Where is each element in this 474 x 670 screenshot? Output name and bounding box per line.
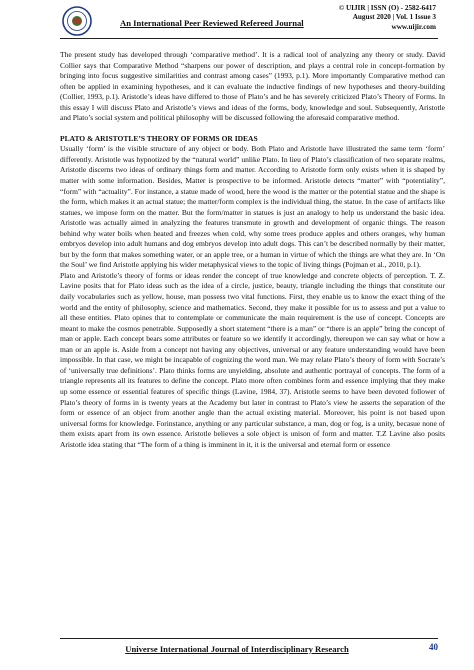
section-heading: PLATO & ARISTOTLE’S THEORY OF FORMS OR IDEAS bbox=[60, 133, 258, 143]
footer-divider bbox=[60, 638, 438, 639]
header-divider bbox=[60, 38, 438, 39]
paragraph-intro: The present study has developed through ‘comparative method’. It is a radical tool of analyzing any theory or study. David Collier says that Comparative Method “sharpens our power of description, and plays a central role in concept-formation by bringing into focus suggestive similarities and contrast among cases” (1993, p.1). More importantly Comparative method can often be applied in examining hypotheses, and it can evaluate the inductive findings of new hypotheses and theory-building (Collier, 1993, p.1). Aristotle’s ideas have differed to those of Plato’s and he has severely criticized Plato’s Theory of Forms. In this essay I will discuss Plato and Aristotle’s views and ideas of the forms, body, knowledge and soul. Subsequently, Aristotle and Plato’s social system and political philosophy will be discussed following the aforesaid comparative method. bbox=[60, 50, 445, 123]
date-volume-line: August 2020 | Vol. 1 Issue 3 bbox=[352, 13, 436, 22]
paragraph-forms: Usually ‘form’ is the visible structure of any object or body. Both Plato and Aristotle have illustrated the same term ‘form’ differently. Aristotle was hypnotized by the “natural world” unlike Plato. In lieu of Plato’s classification of two separate realms, Aristotle discerns two ideas of ordinary things form and matter. According to Aristotle form only exists when it is shaped by matter with some information. Besides, Matter is prospective to be informed. Aristotle detects “matter” with “potentiality”, “form” with “actuality”. For instance, a statue made of wood, here the wood is the matter or the potential statue and the shape is the form, which makes it an actual statue; the matter/form complex is the individual thing, the statue. In the case of artifacts like statues, we impose form on the matter. But the form/matter in statues is just an analogy to help us understand the basic idea. Aristotle was actually aimed in analyzing the features transmute in growth and development of organic things. The reason behind why water boils when heated and freezes when cold, why some trees produce apples and others oranges, why human embryos develop into adult humans and dog embryos develop into adult dogs. This can’t be described normally by their matter, but by the form that makes something water, or an apple tree, or a human in virtue of which the things are what they are. In ‘On the Soul’ we find Aristotle applying his wider metaphysical views to the topic of living things (Pojman et al., 2010, p.1). bbox=[60, 144, 445, 270]
page-number: 40 bbox=[429, 642, 438, 652]
article-body bbox=[60, 50, 445, 450]
issn-line: © UIJIR | ISSN (O) - 2582-6417 bbox=[338, 4, 436, 12]
issn-block bbox=[339, 4, 436, 32]
footer-journal-title: Universe International Journal of Interdisciplinary Research bbox=[125, 644, 349, 654]
journal-logo bbox=[62, 6, 92, 36]
journal-url: www.uijir.com bbox=[391, 22, 436, 31]
journal-tagline: An International Peer Reviewed Refereed Journal bbox=[120, 18, 304, 28]
paragraph-knowledge: Plato and Aristotle’s theory of forms or ideas render the concept of true knowledge and concrete objects of perception. T. Z. Lavine posits that for Plato ideas such as the idea of a circle, justice, beauty, triangle including the things that constitute our daily vocabularies such as yellow, house, man possess two vital functions. First, they enable us to know the exact thing of the world and the entity of philosophy, science and mathematics. Second, they make it possible for us to assess and put a value to all these entities. Plato opines that to contemplate or communicate the main requirement is the use of concept. Concepts are meant to make the cosmos penetrable. Supposedly a short statement “there is a man” or “there is an apple” bring the concept of man or apple. Each concept bears some attributes or feature so we identify it accordingly, thereupon we can say what or how a man or an apple is. Aside from a concept not having any objectives, universal or any feature understanding would have been impossible. In that case, we might be incapable of cognizing the word man. We may relate Plato’s theory of form with Socrate’s of ‘universally true definitions’. Plato thinks forms are unyielding, absolute and authentic portrayal of concepts. The form of a triangle represents all its features to define the concept. Plato more often combines form and essence implying that they make up some essence or essential features of specific things (Lavine, 1984, 37). Aristotle seems to have been devoted follower of Plato’s theory of forms in is twenty years at the Academy but later in contrast to Plato’s view he asserts the separation of the form or essence of an object from another angle than the actual existing material. Moreover, his point is not based upon universal forms for knowledge. Forinstance, anything or any particular substance, a man, dog or fog, is a unity, becasue none of them exists apart from its own essence. Aristotle believes a sole object is unison of form and matter. T.Z Lavine also posits Aristotle idea stating that “The form of a thing is imminent in it, it is the universal and eternal form or essence bbox=[60, 270, 445, 449]
